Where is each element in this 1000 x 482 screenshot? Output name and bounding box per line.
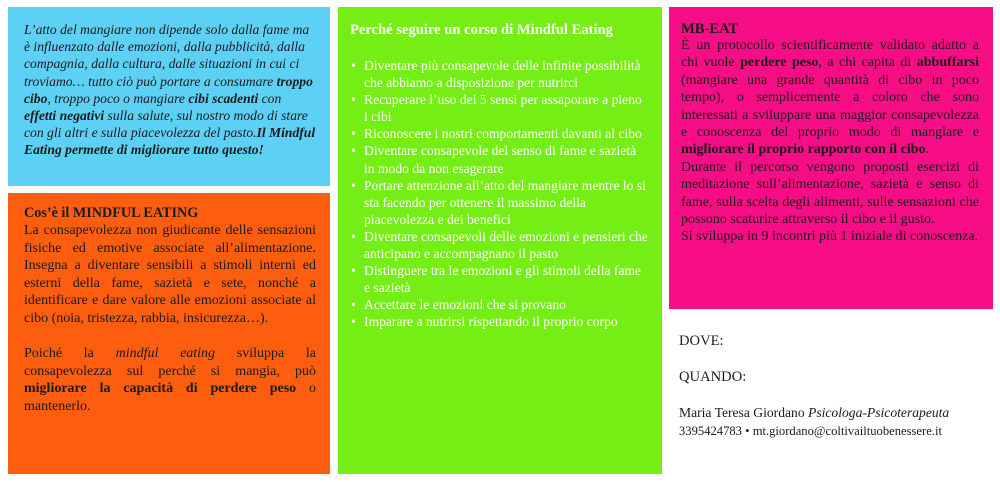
list-item: • Accettare le emozioni che si provano: [351, 297, 566, 313]
highlight: perdere peso: [740, 55, 819, 71]
what-is-title: Cos’è il MINDFUL EATING: [24, 205, 199, 221]
info-panel: [669, 316, 993, 474]
intro-highlight: Il Mindful Eating permette di migliorare tutto questo!: [24, 125, 316, 158]
bullet-icon: •: [351, 263, 356, 279]
mbeat-title: MB-EAT: [681, 21, 739, 37]
intro-highlight: effetti negativi: [24, 108, 105, 124]
mbeat-panel: [669, 7, 993, 309]
benefits-list: [350, 57, 648, 331]
why-title: Perché seguire un corso di Mindful Eating: [350, 22, 613, 38]
separator: •: [741, 424, 753, 438]
bullet-icon: •: [351, 126, 356, 142]
spacer: [679, 386, 979, 404]
contact-line: [679, 422, 979, 440]
email-address[interactable]: mt.giordano@coltivailtuobenessere.it: [752, 424, 942, 438]
why-panel: [338, 7, 662, 474]
intro-highlight: cibi scadenti: [188, 90, 259, 106]
mbeat-paragraph: Si sviluppa in 9 incontri più 1 iniziale di conoscenza.: [681, 229, 979, 245]
what-is-panel: [8, 193, 330, 474]
list-item: • Portare attenzione all’atto del mangiare mentre lo si sta facendo per ottenere il massimo della piacevolezza e dei benefici: [351, 177, 646, 227]
highlight: migliorare la capacità di perdere peso: [24, 381, 297, 397]
list-item: • Diventare consapevole del senso di fame e sazietà in modo da non esagerare: [351, 143, 637, 176]
therapist-line: [679, 404, 979, 422]
mbeat-paragraph: È un protocollo scientificamente validato adatto a chi vuole perdere peso, a chi capita di abbuffarsi (mangiare una grande quantità di cibo in poco tempo), o semplicemente a coloro che sono interessati a sviluppare una maggior consapevolezza e conoscenza del proprio modo di mangiare e migliorare il proprio rapporto con il cibo.: [681, 38, 979, 158]
mbeat-paragraph: Durante il percorso vengono proposti esercizi di meditazione sull’alimentazione, sazietà e senso di fame, sulla scelta degli alimenti, sulle sensazioni che possono scaturire attraverso il cibo e il gusto.: [681, 159, 979, 228]
bullet-icon: •: [351, 228, 356, 244]
intro-panel: [8, 7, 330, 186]
what-is-paragraph: Poiché la mindful eating sviluppa la consapevolezza sul perché si mangia, può migliorare la capacità di perdere peso o mantenerlo.: [24, 346, 317, 414]
highlight: migliorare il proprio rapporto con il cibo: [681, 142, 926, 158]
highlight: abbuffarsi: [916, 55, 979, 71]
paragraph-spacer: [24, 328, 316, 346]
when-label: QUANDO:: [679, 369, 747, 385]
spacer: [679, 350, 979, 368]
intro-highlight: troppo cibo: [24, 73, 313, 106]
bullet-icon: •: [351, 314, 356, 330]
therapist-role: Psicologa-Psicoterapeuta: [808, 405, 950, 420]
bullet-icon: •: [351, 58, 356, 73]
phone-number[interactable]: 3395424783: [679, 424, 742, 438]
list-item: • Distinguere tra le emozioni e gli stimoli della fame e sazietà: [351, 263, 642, 296]
list-item: • Diventare più consapevole delle infinite possibilità che abbiamo a disposizione per nutrirci: [351, 58, 641, 91]
list-item: • Recuperare l’uso dei 5 sensi per assaporare a pieno i cibi: [351, 92, 642, 125]
list-item: • Diventare consapevoli delle emozioni e pensieri che anticipano e accompagnano il pasto: [351, 228, 648, 262]
therapist-name: Maria Teresa Giordano: [679, 405, 805, 420]
what-is-paragraph: La consapevolezza non giudicante delle sensazioni fisiche ed emotive associate all’alimentazione. Insegna a diventare sensibili a stimoli interni ed esterni della fame, sazietà e sete, nonché a identificare e dare valore alle emozioni associate al cibo (noia, tristezza, rabbia, insicurezza…).: [24, 223, 316, 326]
bullet-icon: •: [351, 297, 356, 313]
bullet-icon: •: [351, 92, 356, 108]
list-item: • Riconoscere i nostri comportamenti davanti al cibo: [351, 126, 642, 142]
intro-text: L’atto del mangiare non dipende solo dalla fame ma è influenzato dalle emozioni, dalla pubblicità, dalla compagnia, dalla cultura, dalle situazioni in cui ci troviamo… tutto ciò può portare a consumare troppo cibo, troppo poco o mangiare cibi scadenti con effetti negativi sulla salute, sul nostro modo di stare con gli altri e sulla piacevolezza del pasto.Il Mindful Eating permette di migliorare tutto questo!: [24, 22, 316, 158]
emphasis: mindful eating: [115, 346, 216, 362]
where-label: DOVE:: [679, 333, 724, 349]
list-item: • Imparare a nutrirsi rispettando il proprio corpo: [351, 314, 618, 330]
bullet-icon: •: [351, 143, 356, 159]
bullet-icon: •: [351, 177, 356, 193]
